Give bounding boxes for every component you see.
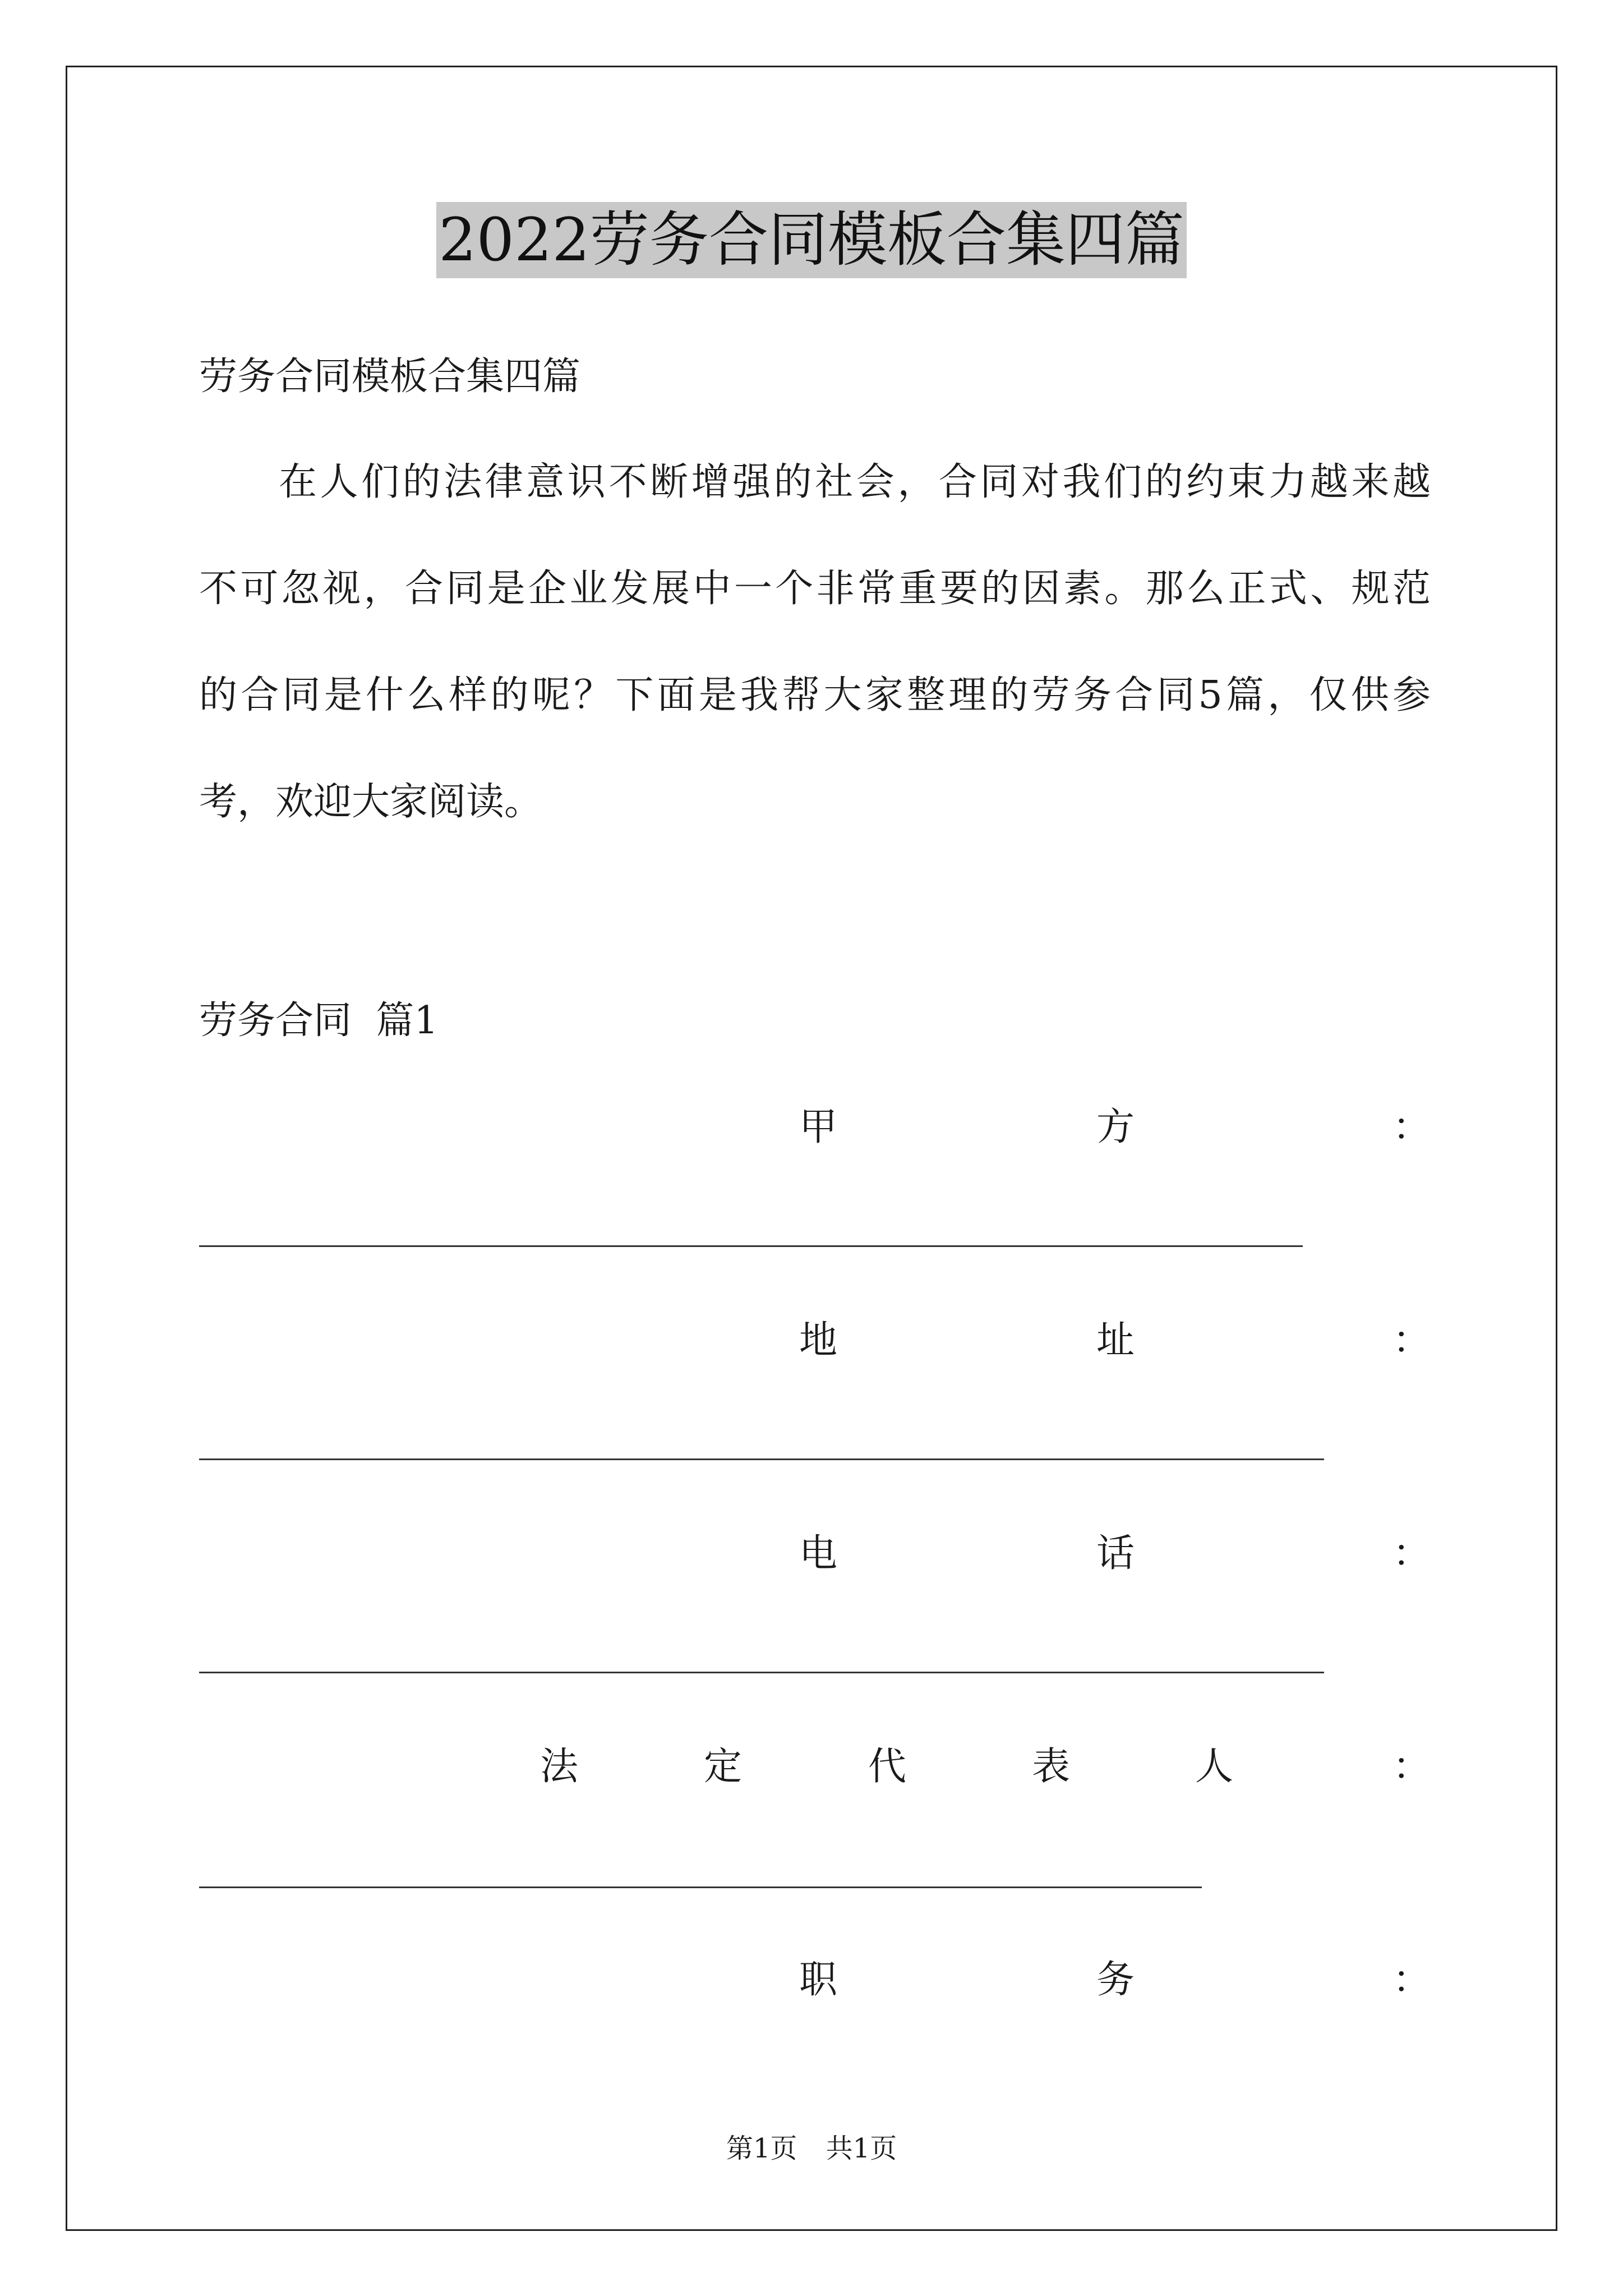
document-subtitle: 劳务合同模板合集四篇 (199, 355, 581, 399)
page-number: 第1页 (726, 2133, 797, 2164)
field-char: 地 (799, 1318, 838, 1363)
field-phone (199, 1531, 1431, 1576)
fill-in-line[interactable] (199, 1245, 1303, 1247)
field-colon: ： (1393, 1318, 1431, 1363)
field-char: 方 (1096, 1105, 1135, 1149)
field-char: 职 (799, 1958, 838, 2002)
field-address (199, 1318, 1431, 1363)
fill-in-line[interactable] (199, 1458, 1324, 1460)
document-title: 2022劳务合同模板合集四篇 (436, 202, 1187, 278)
fill-in-line[interactable] (199, 1672, 1324, 1673)
page-total: 共1页 (826, 2133, 897, 2164)
section-heading: 劳务合同 篇1 (199, 999, 439, 1043)
field-colon: ： (1393, 1745, 1431, 1789)
field-colon: ： (1393, 1958, 1431, 2002)
field-char: 法 (540, 1745, 579, 1789)
field-legal-representative (199, 1745, 1431, 1789)
intro-line: 考，欢迎大家阅读。 (199, 780, 543, 824)
intro-line: 的合同是什么样的呢？下面是我帮大家整理的劳务合同5篇，仅供参 (199, 673, 1431, 717)
fill-in-line[interactable] (199, 1887, 1202, 1888)
field-char: 电 (799, 1531, 838, 1576)
field-char: 表 (1032, 1745, 1071, 1789)
intro-line: 不可忽视，合同是企业发展中一个非常重要的因素。那么正式、规范 (199, 567, 1431, 611)
field-char: 务 (1096, 1958, 1135, 2002)
field-char: 话 (1096, 1531, 1135, 1576)
field-char: 甲 (799, 1105, 838, 1149)
page-footer (0, 2132, 1623, 2165)
field-colon: ： (1393, 1531, 1431, 1576)
field-char: 代 (868, 1745, 907, 1789)
field-party-a (199, 1105, 1431, 1150)
field-char: 定 (704, 1745, 743, 1789)
field-char: 人 (1195, 1745, 1234, 1789)
intro-paragraph (199, 460, 1431, 864)
field-char: 址 (1096, 1318, 1135, 1363)
title-container (0, 202, 1623, 278)
field-position (199, 1958, 1431, 2003)
intro-line: 在人们的法律意识不断增强的社会，合同对我们的约束力越来越 (279, 460, 1431, 504)
field-colon: ： (1393, 1105, 1431, 1149)
